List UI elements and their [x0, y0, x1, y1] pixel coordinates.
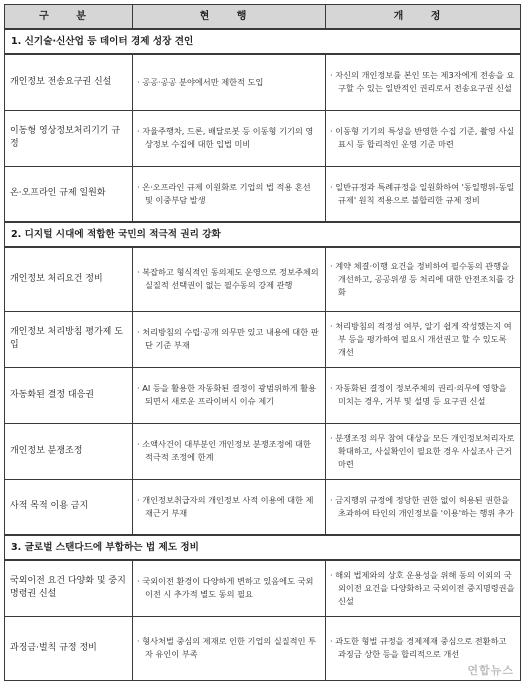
row-label: 개인정보 처리요건 정비: [5, 247, 133, 311]
section-title: 2. 디지털 시대에 적합한 국민의 적극적 권리 강화: [5, 222, 521, 247]
table-row: [5, 479, 521, 535]
table-body: [5, 29, 521, 680]
current-text: · 형사처벌 중심의 제재로 인한 기업의 실질적인 투자 유인이 부족: [137, 635, 321, 661]
current-text: · 국외이전 환경이 다양하게 변하고 있음에도 국외 이전 시 추가적 별도 동의 필요: [137, 575, 321, 601]
revised-text: · 과도한 형벌 규정을 경제제재 중심으로 전환하고 과징금 상한 등을 합리적으로 개선: [330, 635, 516, 661]
table-row: [5, 367, 521, 423]
current-cell: [133, 166, 326, 222]
table-row: [5, 166, 521, 222]
row-label: 온·오프라인 규제 일원화: [5, 166, 133, 222]
revised-cell: [326, 367, 521, 423]
revised-cell: [326, 54, 521, 110]
current-cell: [133, 247, 326, 311]
current-cell: [133, 479, 326, 535]
revised-cell: [326, 110, 521, 166]
revised-cell: [326, 479, 521, 535]
section-title: 1. 신기술·신산업 등 데이터 경제 성장 견인: [5, 29, 521, 54]
row-label: 과징금·벌칙 규정 정비: [5, 616, 133, 680]
current-cell: [133, 560, 326, 616]
row-label: 개인정보 전송요구권 신설: [5, 54, 133, 110]
current-text: · 소액사건이 대부분인 개인정보 분쟁조정에 대한 적극적 조정에 한계: [137, 438, 321, 464]
revised-cell: [326, 560, 521, 616]
table-row: [5, 54, 521, 110]
table-row: [5, 560, 521, 616]
row-label: 개인정보 분쟁조정: [5, 423, 133, 479]
header-revised: 개 정: [326, 5, 521, 30]
current-text: · 공공·공공 분야에서만 제한적 도입: [137, 76, 321, 89]
table-row: [5, 247, 521, 311]
revised-cell: [326, 311, 521, 367]
table-row: [5, 616, 521, 680]
revised-text: · 처리방침의 적정성 여부, 알기 쉽게 작성했는지 여부 등을 평가하여 필요시 개선권고 할 수 있도록 개선: [330, 320, 516, 359]
section-row: [5, 222, 521, 247]
revised-text: · 자신의 개인정보를 본인 또는 제3자에게 전송을 요구할 수 있는 일반적인 권리로서 전송요구권 신설: [330, 69, 516, 95]
revised-text: · 해외 법제와의 상호 운용성을 위해 동의 이외의 국외이전 요건을 다양화하고 국외이전 중지명령권을 신설: [330, 569, 516, 608]
revised-cell: [326, 247, 521, 311]
table-row: [5, 423, 521, 479]
current-text: · 복잡하고 형식적인 동의제도 운영으로 정보주체의 실질적 선택권이 없는 필수동의 강제 관행: [137, 266, 321, 292]
revised-cell: [326, 423, 521, 479]
current-text: · AI 등을 활용한 자동화된 결정이 광범위하게 활용되면서 새로운 프라이버시 이슈 제기: [137, 382, 321, 408]
current-cell: [133, 423, 326, 479]
section-row: [5, 29, 521, 54]
header-current: 현 행: [133, 5, 326, 30]
comparison-table: [4, 4, 521, 681]
table-header-row: [5, 5, 521, 30]
row-label: 자동화된 결정 대응권: [5, 367, 133, 423]
current-cell: [133, 367, 326, 423]
current-cell: [133, 311, 326, 367]
row-label: 이동형 영상정보처리기기 규정: [5, 110, 133, 166]
current-text: · 온·오프라인 규제 이원화로 기업의 법 적용 혼선 및 이중부담 발생: [137, 181, 321, 207]
revised-text: · 이동형 기기의 특성을 반영한 수집 기준, 촬영 사실 표시 등 합리적인 운영 기준 마련: [330, 125, 516, 151]
current-text: · 개인정보취급자의 개인정보 사적 이용에 대한 제재근거 부재: [137, 494, 321, 520]
current-cell: [133, 110, 326, 166]
section-title: 3. 글로벌 스탠다드에 부합하는 법 제도 정비: [5, 535, 521, 560]
revised-text: · 금지행위 규정에 정당한 권한 없이 허용된 권한을 초과하여 타인의 개인정보를 '이용'하는 행위 추가: [330, 494, 516, 520]
row-label: 개인정보 처리방침 평가제 도입: [5, 311, 133, 367]
current-text: · 자율주행차, 드론, 배달로봇 등 이동형 기기의 영상정보 수집에 대한 입법 미비: [137, 125, 321, 151]
table-row: [5, 110, 521, 166]
current-cell: [133, 616, 326, 680]
section-row: [5, 535, 521, 560]
revised-text: · 분쟁조정 의무 참여 대상을 모든 개인정보처리자로 확대하고, 사실확인이 필요한 경우 사실조사 근거 마련: [330, 432, 516, 471]
watermark-logo: 연합뉴스: [467, 664, 514, 677]
row-label: 사적 목적 이용 금지: [5, 479, 133, 535]
comparison-document: [4, 4, 520, 684]
header-category: 구 분: [5, 5, 133, 30]
revised-text: · 자동화된 결정이 정보주체의 권리·의무에 영향을 미치는 경우, 거부 및 설명 등 요구권 신설: [330, 382, 516, 408]
table-row: [5, 311, 521, 367]
revised-text: · 계약 체결·이행 요건을 정비하여 필수동의 관행을 개선하고, 공공위생 등 처리에 대한 안전조치를 강화: [330, 260, 516, 299]
revised-cell: [326, 166, 521, 222]
current-text: · 처리방침의 수립·공개 의무만 있고 내용에 대한 판단 기준 부재: [137, 326, 321, 352]
row-label: 국외이전 요건 다양화 및 중지명령권 신설: [5, 560, 133, 616]
revised-text: · 일반규정과 특례규정을 일원화하여 '동일행위-동일규제' 원칙 적용으로 불합리한 규제 정비: [330, 181, 516, 207]
current-cell: [133, 54, 326, 110]
